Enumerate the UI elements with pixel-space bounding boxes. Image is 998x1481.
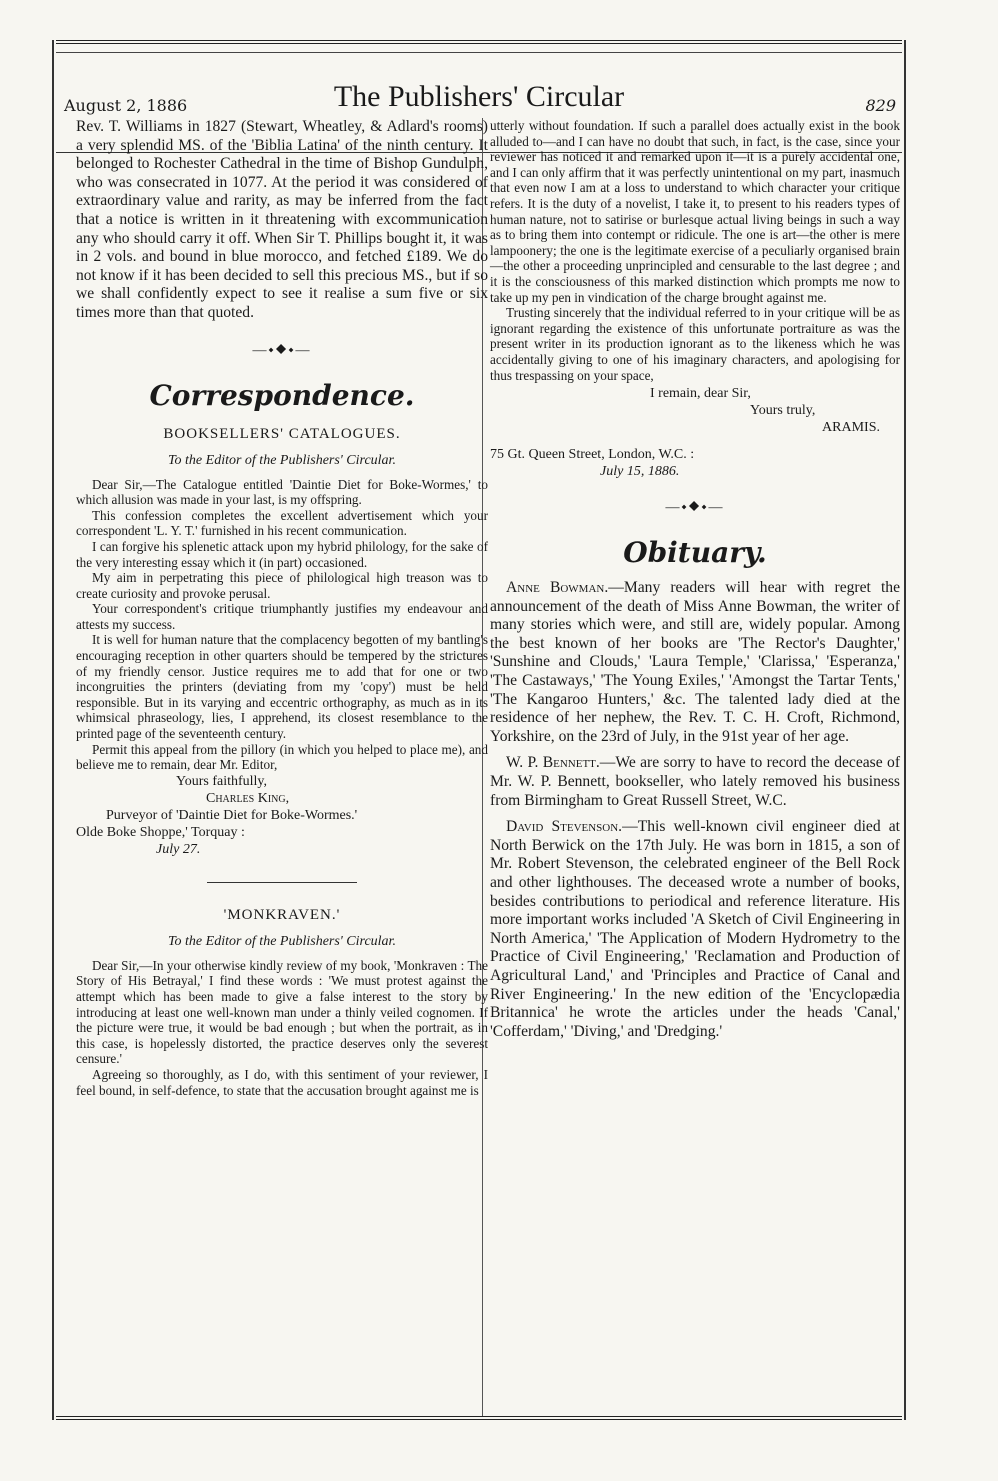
left-column bbox=[76, 118, 488, 1098]
obituary-entry bbox=[490, 579, 900, 746]
letter-continued-paragraph: Trusting sincerely that the individual referred to in your critique will be as ignorant regarding the existence of this unfortunate portraiture as was the present writer in its production ignorant as to the likeness which he was accidentally giving to one of his imaginary characters, and apologising for thus trespassing on your space, bbox=[490, 305, 900, 383]
letter-heading: 'MONKRAVEN.' bbox=[223, 906, 341, 923]
letter-paragraph: Agreeing so thoroughly, as I do, with this sentiment of your reviewer, I feel bound, in self-defence, to state that the accusation brought against me is bbox=[76, 1066, 488, 1098]
address-line: 75 Gt. Queen Street, London, W.C. : bbox=[490, 447, 695, 463]
page-number: 829 bbox=[865, 96, 896, 115]
letter-addressee: To the Editor of the Publishers' Circular. bbox=[168, 452, 396, 468]
letter-signature bbox=[76, 773, 488, 858]
letter-date: July 27. bbox=[156, 841, 201, 857]
obituary-text: —We are sorry to have to record the decease of Mr. W. P. Bennett, bookseller, who lately removed his business from Birmingham to Great Russell Street, W.C. bbox=[490, 754, 901, 809]
letter-paragraph: Dear Sir,—In your otherwise kindly review of my book, 'Monkraven : The Story of His Betrayal,' I find these words : 'We must protest against the attempt which has been made to give a false interest to the story by introducing at least one well-known man under a thinly veiled cognomen. If the picture were true, it would be bad enough ; but when the portrait, as in this case, is hopelessly distorted, the practice deserves only the severest censure.' bbox=[76, 957, 488, 1067]
section-title-correspondence: Correspondence. bbox=[149, 378, 415, 412]
section-title-obituary: Obituary. bbox=[623, 536, 767, 570]
bottom-double-rule bbox=[56, 1416, 902, 1420]
letter-paragraph: It is well for human nature that the complacency begotten of my bantling's encouraging reception in other quarters should be tempered by the strictures of my friendly censor. Justice requires me to add that for one or two incongruities the printers (deviating from my 'copy') must be held responsible. But in its varying and eccentric orthography, as much as in its whimsical phraseology, lies, I apprehend, its closest resemblance to the printed page of the seventeenth century. bbox=[76, 632, 488, 742]
letter-addressee: To the Editor of the Publishers' Circular. bbox=[168, 933, 396, 949]
intro-paragraph: Rev. T. Williams in 1827 (Stewart, Wheatley, & Adlard's rooms) a very splendid MS. of the 'Biblia Latina' of the ninth century. It belonged to Rochester Cathedral in the time of Bishop Gundulph, who was consecrated in 1077. At the period it was considered of extraordinary value and rarity, as may be inferred from the fact that a notice is written in it threatening with excommunication any who should carry it off. When Sir T. Phillips bought it, it was in 2 vols. and bound in blue morocco, and fetched £189. We do not know if it has been decided to sell this precious MS., but if so we shall confidently expect to see it realise a sum five or six times more than that quoted. bbox=[76, 118, 488, 321]
signer-title: Purveyor of 'Daintie Diet for Boke-Wormes.' bbox=[106, 807, 358, 823]
letter-paragraph: Permit this appeal from the pillory (in which you helped to place me), and believe me to remain, dear Mr. Editor, bbox=[76, 741, 488, 773]
signoff: I remain, dear Sir, bbox=[650, 386, 751, 402]
obituary-name: Anne Bowman. bbox=[506, 579, 609, 597]
ornament-divider: —⬩◆⬩— bbox=[252, 342, 312, 358]
letter-paragraph: I can forgive his splenetic attack upon my hybrid philology, for the sake of the very interesting essay which it (in part) occasioned. bbox=[76, 538, 488, 570]
section-rule bbox=[207, 882, 357, 883]
letter-continued-paragraph: utterly without foundation. If such a parallel does actually exist in the book alluded to—and I can have no doubt that such, in fact, is the case, since your reviewer has noticed it and remarked upon it—it is a purely accidental one, and I can only affirm that it was perfectly unintentional on my part, inasmuch that even now I am at a loss to understand to which character your critique refers. It is the duty of a novelist, I take it, to present to his readers types of human nature, not to satirise or burlesque actual living beings in such a way as to bring them into contempt or ridicule. The one is art—the other is mere lampoonery; the one is the legitimate exercise of a peculiarly organised brain—the other a proceeding unprincipled and censurable to the last degree ; and it is the consciousness of this marked distinction which prompts me now to take up my pen in vindication of the charge brought against me. bbox=[490, 118, 900, 305]
letter-date: July 15, 1886. bbox=[600, 464, 680, 480]
ornament-divider: —⬩◆⬩— bbox=[665, 500, 725, 516]
letter-signature bbox=[490, 385, 900, 436]
newspaper-page bbox=[56, 40, 902, 1420]
letter-paragraph: My aim in perpetrating this piece of philological high treason was to create curiosity and provoke perusal. bbox=[76, 570, 488, 601]
letter-paragraph: Dear Sir,—The Catalogue entitled 'Daintie Diet for Boke-Wormes,' to which allusion was made in your last, is my offspring. bbox=[76, 476, 488, 508]
right-border bbox=[904, 40, 906, 1420]
obituary-text: —This well-known civil engineer died at North Berwick on the 17th July. He was born in 1815, a son of Mr. Robert Stevenson, the celebrated engineer of the Bell Rock and other lighthouses. The deceased wrote a number of books, besides contributions to periodical and reference literature. His more important works included 'A Sketch of Civil Engineering in North America,' 'The Application of Modern Hydrometry to the Practice of Civil Engineering,' 'Reclamation and Production of Agricultural Land,' and 'Principles and Practice of Canal and River Engineering.' In the new edition of the 'Encyclopædia Britannica' he wrote the articles under the heads 'Canal,' 'Cofferdam,' 'Diving,' and 'Dredging.' bbox=[490, 818, 901, 1040]
publication-title: The Publishers' Circular bbox=[333, 80, 625, 113]
letter-address bbox=[490, 446, 900, 480]
obituary-entry bbox=[490, 754, 900, 810]
letter-paragraph: Your correspondent's critique triumphantly justifies my endeavour and attests my success. bbox=[76, 601, 488, 632]
signoff: Yours faithfully, bbox=[176, 773, 268, 789]
obituary-name: David Stevenson. bbox=[506, 818, 623, 836]
top-double-rule bbox=[56, 40, 902, 44]
obituary-name: W. P. Bennett. bbox=[506, 754, 600, 772]
issue-date: August 2, 1886 bbox=[64, 96, 188, 115]
letter-heading: BOOKSELLERS' CATALOGUES. bbox=[163, 425, 401, 442]
signer-address: Olde Boke Shoppe,' Torquay : bbox=[76, 824, 245, 840]
obituary-entry bbox=[490, 818, 900, 1041]
letter-paragraph: This confession completes the excellent advertisement which your correspondent 'L. Y. T.' furnished in his recent communication. bbox=[76, 507, 488, 539]
signoff-2: Yours truly, bbox=[750, 403, 816, 419]
signer-name: ARAMIS. bbox=[822, 420, 880, 436]
top-thin-rule bbox=[56, 52, 902, 53]
right-column bbox=[490, 118, 900, 1041]
obituary-text: —Many readers will hear with regret the announcement of the death of Miss Anne Bowman, the writer of many stories which were, and still are, widely popular. Among the best known of her books are 'The Rector's Daughter,' 'Sunshine and Clouds,' 'Laura Temple,' 'Clarissa,' 'Esperanza,' 'The Castaways,' 'The Young Exiles,' 'Amongst the Tartar Tents,' 'The Kangaroo Hunters,' &c. The talented lady died at the residence of her nephew, the Rev. T. C. H. Croft, Richmond, Yorkshire, on the 23rd of July, in the 91st year of her age. bbox=[490, 579, 901, 745]
signer-name: Charles King, bbox=[206, 790, 290, 806]
left-border bbox=[52, 40, 54, 1420]
